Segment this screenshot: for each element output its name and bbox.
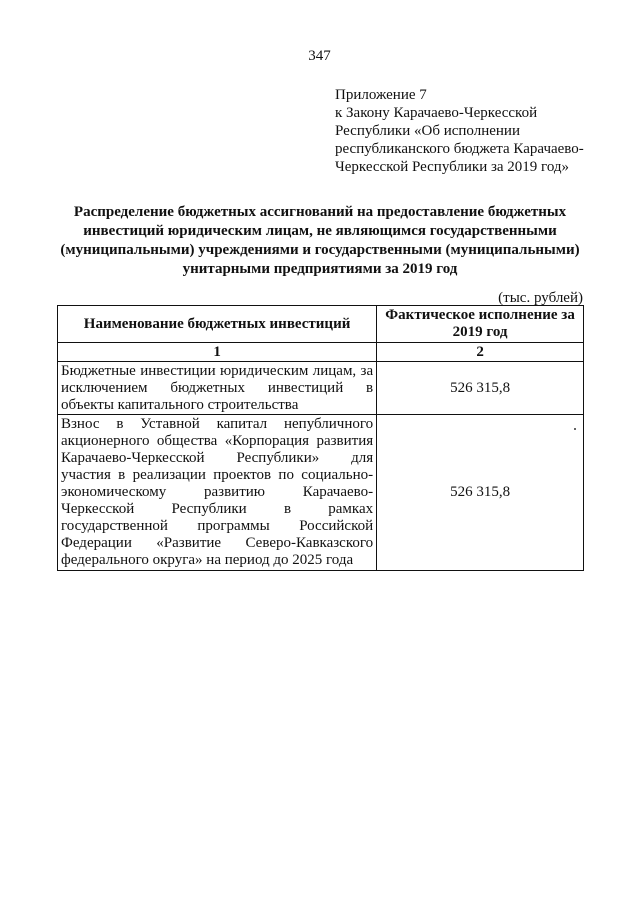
header-name-label: Наименование бюджетных инвестиций: [83, 315, 351, 332]
header-actual-line: 2019 год: [452, 324, 508, 340]
units-label: (тыс. рублей): [498, 290, 583, 306]
table-row: [58, 415, 584, 571]
description-line: Карачаево-Черкесской Республики» для: [61, 450, 374, 466]
title-line: (муниципальными) учреждениями и государственными (муниципальными): [60, 242, 580, 258]
row-description: [58, 415, 377, 571]
description-line: исключением бюджетных инвестиций в: [61, 379, 374, 396]
column-number-row: [58, 343, 584, 362]
description-line: Федерации «Развитие Северо-Кавказского: [61, 535, 374, 551]
description-line: участия в реализации проектов по социально-: [61, 467, 374, 483]
description-line: акционерного общества «Корпорация развития: [61, 433, 374, 449]
title-line: инвестиций юридическим лицам, не являющимся государственными: [83, 223, 557, 239]
column-number: 1: [58, 343, 377, 362]
header-name-cell: [58, 306, 377, 343]
description-line: экономическому развитию Карачаево-: [61, 484, 374, 500]
row-description: [58, 362, 377, 415]
row-value: 526 315,8: [377, 415, 584, 571]
description-line: объекты капитального строительства: [61, 396, 299, 413]
appendix-line: Республики «Об исполнении: [335, 123, 520, 139]
table-row: [58, 362, 584, 415]
title-line: унитарными предприятиями за 2019 год: [182, 261, 458, 277]
scan-speck: [574, 428, 576, 430]
document-title: [40, 203, 600, 279]
column-number: 2: [377, 343, 584, 362]
description-line: федерального округа» на период до 2025 года: [61, 552, 354, 568]
description-line: государственной программы Российской: [61, 518, 374, 534]
header-actual-line: Фактическое исполнение за: [385, 307, 575, 323]
appendix-line: Приложение 7: [335, 87, 427, 103]
page-number: 347: [308, 48, 331, 64]
header-row: [58, 306, 584, 343]
row-value: 526 315,8: [377, 362, 584, 415]
appendix-line: Черкесской Республики за 2019 год»: [335, 159, 570, 175]
title-line: Распределение бюджетных ассигнований на предоставление бюджетных: [73, 204, 567, 220]
description-line: Бюджетные инвестиции юридическим лицам, за: [61, 362, 374, 379]
appendix-line: к Закону Карачаево-Черкесской: [335, 105, 538, 121]
appendix-header: [335, 86, 627, 176]
description-line: Черкесской Республики в рамках: [61, 501, 374, 517]
description-line: Взнос в Уставной капитал непубличного: [61, 416, 374, 432]
budget-table: [57, 305, 584, 571]
appendix-line: республиканского бюджета Карачаево-: [335, 141, 584, 157]
header-actual-cell: [377, 306, 584, 343]
